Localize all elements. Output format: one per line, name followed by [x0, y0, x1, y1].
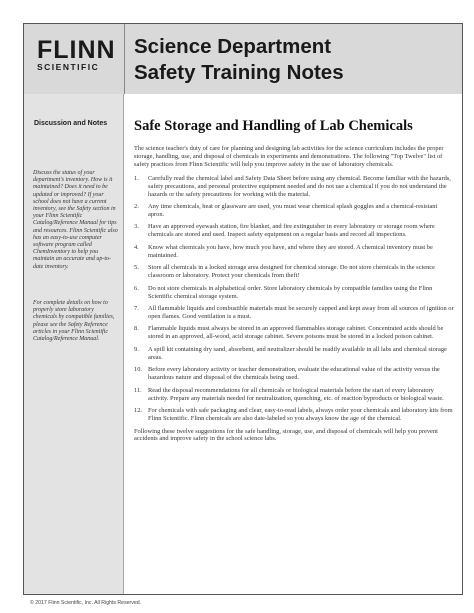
main-content [134, 118, 454, 443]
article-title: Safe Storage and Handling of Lab Chemicals [134, 118, 413, 134]
sidebar-note-storage: For complete details on how to properly store laboratory chemicals by compatible families, please see the Safety Reference articles in your Flinn Scientific Catalog/Reference Manual. [33, 300, 115, 343]
header-title-line2: Safety Training Notes [134, 61, 344, 84]
list-item-number: 4. [134, 243, 139, 251]
list-item-number: 9. [134, 345, 139, 353]
list-item-text: For chemicals with safe packaging and clear, easy-to-read labels, always order your chemicals and laboratory kits from Flinn Scientific. Flinn chemicals are also date-labeled so you always know the age of the chemical. [148, 407, 453, 422]
sidebar-panel [24, 94, 124, 594]
list-item-number: 7. [134, 305, 139, 313]
list-item [134, 407, 454, 423]
list-item-number: 8. [134, 325, 139, 333]
list-item [134, 305, 454, 321]
list-item-text: Store all chemicals in a locked storage area designed for chemical storage. Do not store chemicals in the science classroom or laboratory. Protect your chemicals from theft! [148, 264, 435, 280]
copyright-footer: © 2017 Flinn Scientific, Inc. All Rights Reserved. [30, 600, 142, 606]
list-item-number: 12. [134, 407, 142, 415]
list-item-number: 3. [134, 223, 139, 231]
logo-sub-text: SCIENTIFIC [37, 62, 100, 72]
logo-main-text: FLINN [37, 36, 116, 64]
list-item-text: Know what chemicals you have, how much you have, and where they are stored. A chemical inventory must be maintained. [148, 243, 433, 259]
list-item-text: Carefully read the chemical label and Safety Data Sheet before using any chemical. Become familiar with the hazards, safety precautions, and personal protective equipment needed and do not use a chemical if you do not understand the hazards or the safety precautions for working with the material. [148, 174, 451, 198]
list-item [134, 325, 454, 341]
list-item-number: 10. [134, 366, 142, 374]
list-item [134, 387, 454, 403]
list-item-number: 11. [134, 386, 142, 394]
list-item-number: 6. [134, 284, 139, 292]
list-item-number: 1. [134, 174, 139, 182]
list-item-text: Flammable liquids must always be stored in an approved flammables storage cabinet. Concentrated acids should be stored in an approved, all-wood, acid storage cabinet. Severe poisons must be stored in a locked poison cabinet. [148, 325, 444, 341]
intro-paragraph: The science teacher's duty of care for planning and designing lab activities for the science curriculum includes the proper storage, handling, use, and disposal of chemicals in experiments and demonstrations. The following "Top Twelve" list of safety practices from Flinn Scientific will help you improve safety in the use of laboratory chemicals. [134, 145, 444, 168]
list-item-text: A spill kit containing dry sand, absorbent, and neutralizer should be readily available in all labs and chemical storage areas. [148, 345, 447, 361]
flinn-logo [37, 38, 115, 72]
list-item-number: 2. [134, 203, 139, 211]
list-item [134, 366, 454, 382]
sidebar-note-inventory: Discuss the status of your department's inventory. How is it maintained? Does it need to be updated or improved? If your school does not have a current inventory, see the Safety section in your Flinn Scientific Catalog/Reference Manual for tips and resources. Flinn Scientific also has an easy-to-use computer software program called ChemInventory to help you maintain an accurate and up-to-date inventory. [33, 170, 118, 270]
header-divider [124, 24, 125, 94]
list-item [134, 175, 454, 199]
list-item [134, 346, 454, 362]
list-item [134, 203, 454, 219]
closing-paragraph: Following these twelve suggestions for the safe handling, storage, use, and disposal of chemicals will help you prevent accidents and improve safety in the school science labs. [134, 427, 438, 443]
list-item-text: Any time chemicals, heat or glassware are used, you must wear chemical splash goggles and a chemical-resistant apron. [148, 203, 438, 218]
safety-list [134, 175, 454, 423]
list-item [134, 285, 454, 301]
sidebar-heading: Discussion and Notes [34, 120, 108, 127]
list-item-text: Do not store chemicals in alphabetical order. Store laboratory chemicals by compatible families using the Flinn Scientific chemical storage system. [148, 284, 433, 300]
list-item-number: 5. [134, 264, 139, 272]
list-item [134, 264, 454, 280]
list-item [134, 244, 454, 260]
list-item-text: Have an approved eyewash station, fire blanket, and fire extinguisher in every laboratory or storage room where chemicals are stored and used. Inspect safety equipment on a regular basis and record all inspections. [148, 223, 435, 239]
header-title-line1: Science Department [134, 35, 332, 58]
list-item-text: Before every laboratory activity or teacher demonstration, evaluate the educational value of the activity versus the hazardous nature and disposal of the chemicals being used. [148, 366, 440, 382]
list-item-text: All flammable liquids and combustible materials must be securely capped and kept away from all sources of ignition or open flames. Good ventilation is a must. [148, 305, 454, 320]
list-item-text: Read the disposal recommendations for all chemicals or biological materials before the start of every laboratory activity. Prepare any materials needed for neutralization, quenching, etc. of reaction byproducts or biological waste. [148, 386, 444, 402]
list-item [134, 223, 454, 239]
